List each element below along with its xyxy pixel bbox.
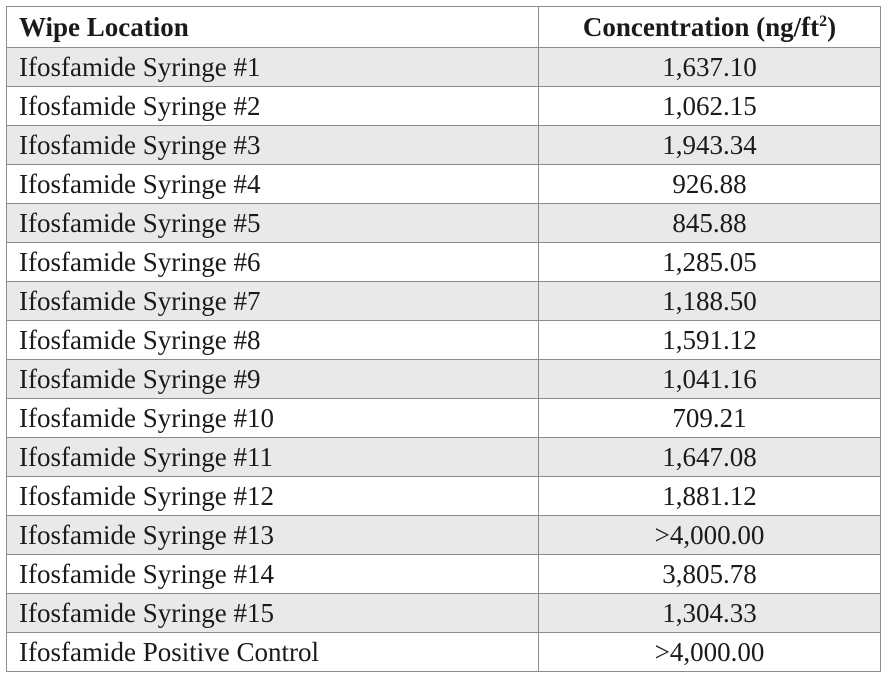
cell-location: Ifosfamide Syringe #2 <box>7 87 539 126</box>
table-container <box>6 6 880 672</box>
header-row <box>7 7 881 48</box>
table-row <box>7 438 881 477</box>
cell-concentration: 3,805.78 <box>539 555 881 594</box>
header-concentration <box>539 7 881 48</box>
cell-location: Ifosfamide Syringe #1 <box>7 48 539 87</box>
cell-location: Ifosfamide Syringe #9 <box>7 360 539 399</box>
cell-location: Ifosfamide Syringe #6 <box>7 243 539 282</box>
table-row <box>7 87 881 126</box>
cell-location: Ifosfamide Syringe #4 <box>7 165 539 204</box>
cell-location: Ifosfamide Syringe #11 <box>7 438 539 477</box>
cell-concentration: 1,881.12 <box>539 477 881 516</box>
cell-concentration: >4,000.00 <box>539 516 881 555</box>
cell-concentration: 926.88 <box>539 165 881 204</box>
cell-concentration: 1,304.33 <box>539 594 881 633</box>
cell-location: Ifosfamide Syringe #12 <box>7 477 539 516</box>
table-body <box>7 48 881 672</box>
table-row <box>7 243 881 282</box>
table-row <box>7 165 881 204</box>
cell-concentration: 1,062.15 <box>539 87 881 126</box>
cell-concentration: >4,000.00 <box>539 633 881 672</box>
concentration-table <box>6 6 881 672</box>
header-wipe-location: Wipe Location <box>7 7 539 48</box>
table-row <box>7 48 881 87</box>
cell-concentration: 1,647.08 <box>539 438 881 477</box>
table-row <box>7 282 881 321</box>
table-row <box>7 555 881 594</box>
cell-concentration: 1,285.05 <box>539 243 881 282</box>
cell-concentration: 845.88 <box>539 204 881 243</box>
table-row <box>7 633 881 672</box>
cell-location: Ifosfamide Syringe #7 <box>7 282 539 321</box>
cell-concentration: 1,188.50 <box>539 282 881 321</box>
header-concentration-text: Concentration (ng/ft <box>582 12 820 42</box>
cell-location: Ifosfamide Syringe #14 <box>7 555 539 594</box>
header-concentration-close: ) <box>827 12 837 42</box>
table-row <box>7 321 881 360</box>
cell-location: Ifosfamide Syringe #5 <box>7 204 539 243</box>
cell-concentration: 1,591.12 <box>539 321 881 360</box>
table-row <box>7 477 881 516</box>
table-row <box>7 360 881 399</box>
cell-concentration: 1,041.16 <box>539 360 881 399</box>
cell-location: Ifosfamide Positive Control <box>7 633 539 672</box>
header-concentration-superscript: 2 <box>819 13 828 30</box>
cell-location: Ifosfamide Syringe #3 <box>7 126 539 165</box>
cell-location: Ifosfamide Syringe #10 <box>7 399 539 438</box>
cell-concentration: 1,943.34 <box>539 126 881 165</box>
table-row <box>7 126 881 165</box>
table-row <box>7 399 881 438</box>
cell-location: Ifosfamide Syringe #8 <box>7 321 539 360</box>
cell-location: Ifosfamide Syringe #15 <box>7 594 539 633</box>
cell-concentration: 709.21 <box>539 399 881 438</box>
table-row <box>7 204 881 243</box>
cell-concentration: 1,637.10 <box>539 48 881 87</box>
table-row <box>7 516 881 555</box>
cell-location: Ifosfamide Syringe #13 <box>7 516 539 555</box>
table-row <box>7 594 881 633</box>
